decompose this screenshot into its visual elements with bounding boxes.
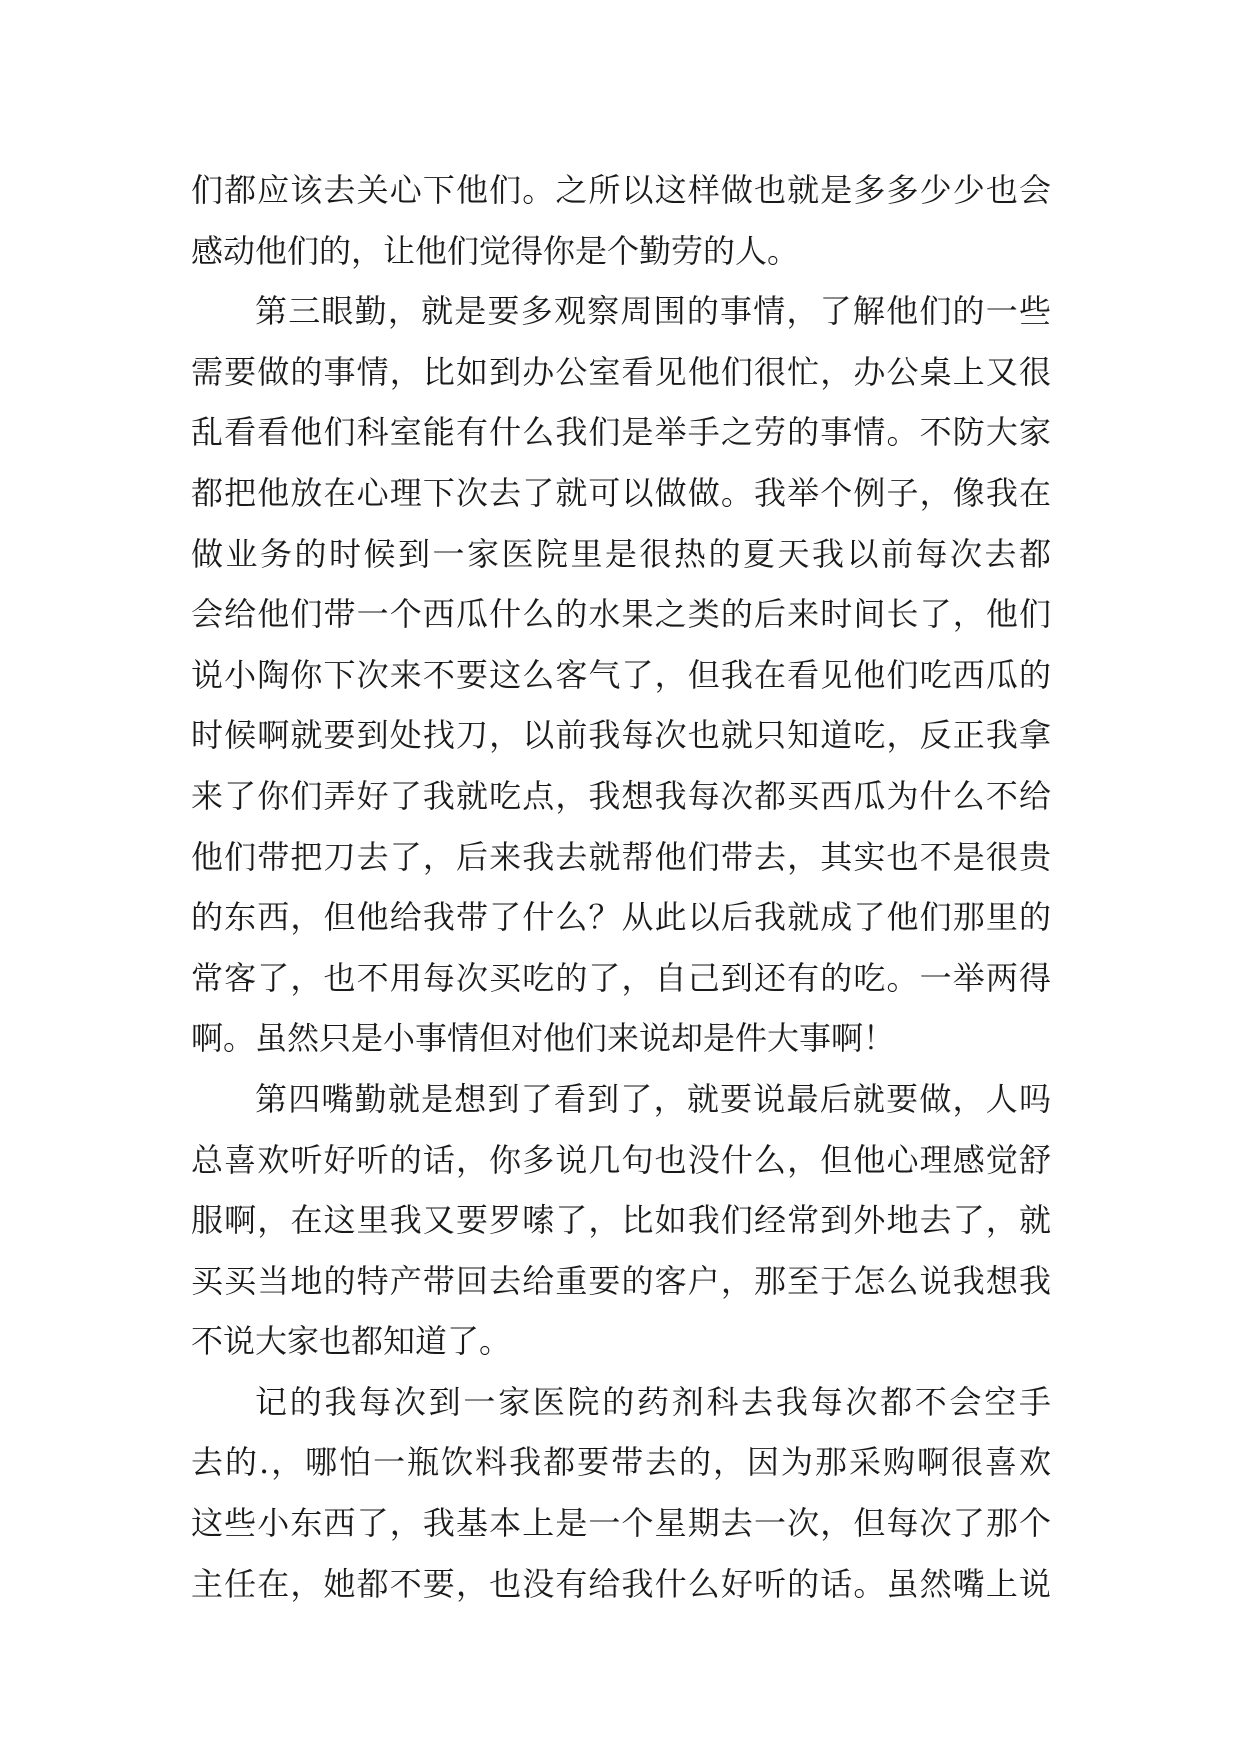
text-line: 感动他们的，让他们觉得你是个勤劳的人。	[191, 231, 800, 270]
text-line: 会给他们带一个西瓜什么的水果之类的后来时间长了，他们	[191, 595, 1051, 634]
text-line: 常客了，也不用每次买吃的了，自己到还有的吃。一举两得	[191, 958, 1051, 997]
text-line: 说小陶你下次来不要这么客气了，但我在看见他们吃西瓜的	[191, 655, 1051, 694]
text-line: 总喜欢听好听的话，你多说几句也没什么，但他心理感觉舒	[191, 1140, 1051, 1179]
text-line: 做业务的时候到一家医院里是很热的夏天我以前每次去都	[191, 534, 1051, 573]
body-text	[191, 160, 1051, 1614]
text-line: 第三眼勤，就是要多观察周围的事情，了解他们的一些	[255, 292, 1051, 331]
text-line: 们都应该去关心下他们。之所以这样做也就是多多少少也会	[191, 171, 1051, 209]
text-line: 这些小东西了，我基本上是一个星期去一次，但每次了那个	[191, 1504, 1051, 1543]
text-line: 时候啊就要到处找刀，以前我每次也就只知道吃，反正我拿	[191, 716, 1051, 755]
text-line: 啊。虽然只是小事情但对他们来说却是件大事啊！	[191, 1019, 896, 1058]
text-line: 主任在，她都不要，也没有给我什么好听的话。虽然嘴上说	[191, 1564, 1051, 1603]
text-line: 乱看看他们科室能有什么我们是举手之劳的事情。不防大家	[191, 413, 1051, 452]
text-line: 不说大家也都知道了。	[191, 1322, 512, 1361]
text-line: 需要做的事情，比如到办公室看见他们很忙，办公桌上又很	[191, 352, 1051, 391]
text-line: 服啊，在这里我又要罗嗦了，比如我们经常到外地去了，就	[191, 1201, 1051, 1240]
text-line: 买买当地的特产带回去给重要的客户，那至于怎么说我想我	[191, 1261, 1051, 1300]
text-line: 他们带把刀去了，后来我去就帮他们带去，其实也不是很贵	[191, 837, 1051, 876]
text-line: 记的我每次到一家医院的药剂科去我每次都不会空手	[255, 1382, 1051, 1421]
text-line: 第四嘴勤就是想到了看到了，就要说最后就要做，人吗	[255, 1079, 1051, 1118]
text-line: 去的.，哪怕一瓶饮料我都要带去的，因为那采购啊很喜欢	[191, 1443, 1051, 1482]
text-line: 的东西，但他给我带了什么？从此以后我就成了他们那里的	[191, 898, 1051, 937]
text-line: 来了你们弄好了我就吃点，我想我每次都买西瓜为什么不给	[191, 776, 1051, 815]
text-line: 都把他放在心理下次去了就可以做做。我举个例子，像我在	[191, 473, 1051, 512]
